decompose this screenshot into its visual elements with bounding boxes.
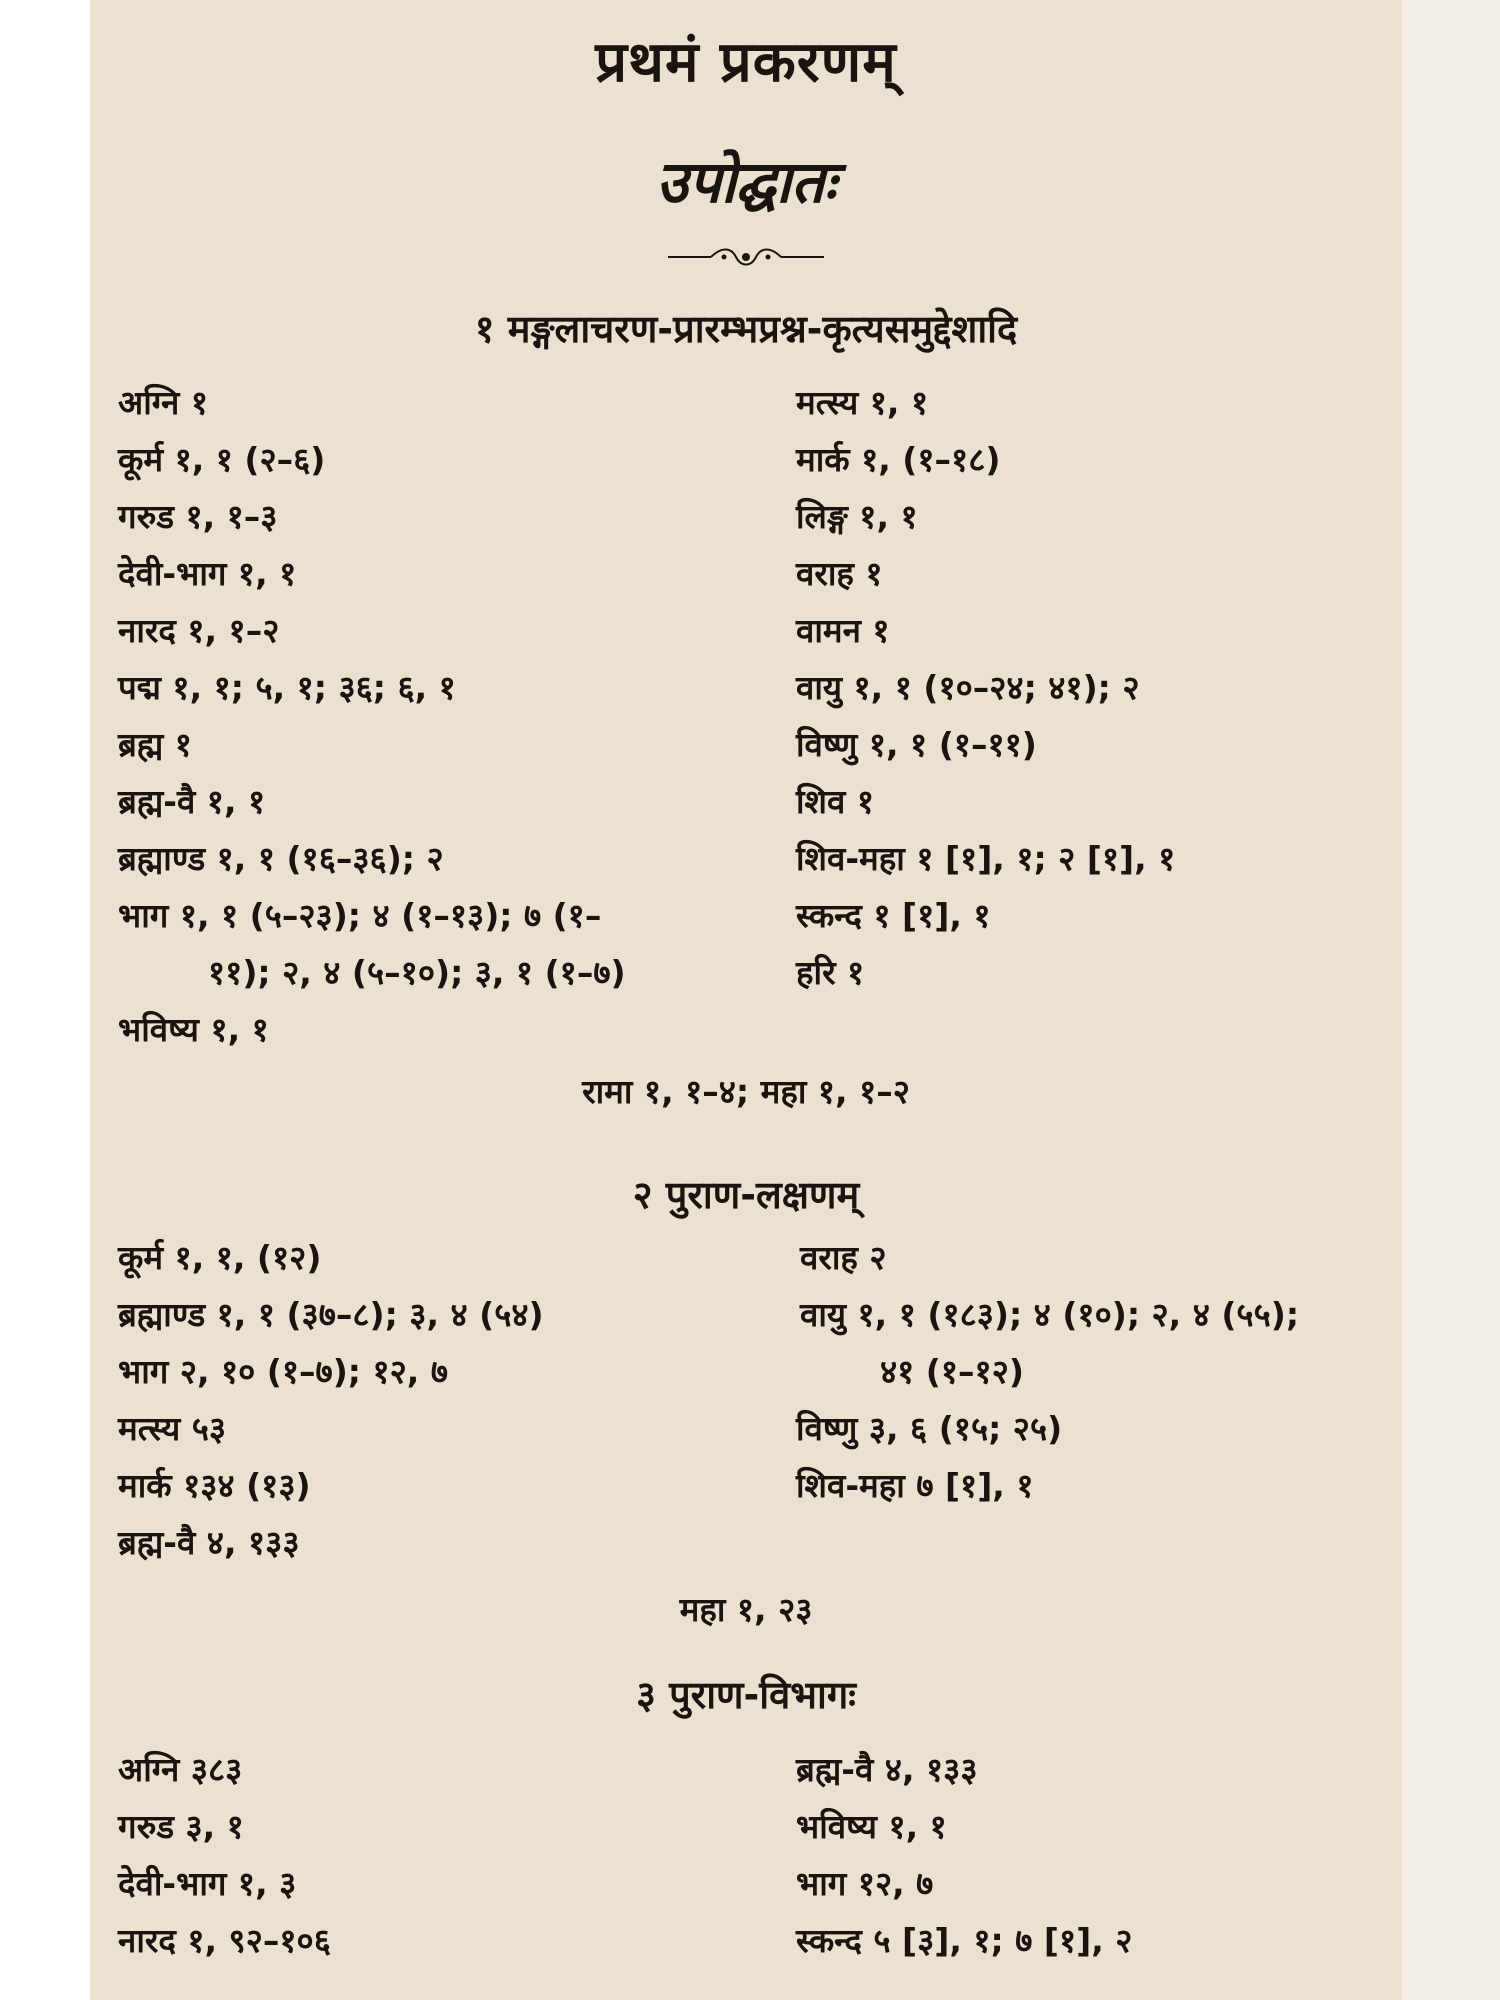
section-1-left-entry-continued: ११); २, ४ (५–१०); ३, १ (१–७) [208,953,626,992]
section-1-footer-line: रामा १, १–४; महा १, १–२ [582,1072,910,1111]
section-2-left-entry: ब्रह्म-वै ४, १३३ [118,1523,300,1562]
section-1-left-entry: ब्रह्म-वै १, १ [118,782,266,821]
section-1-left-entry: पद्म १, १; ५, १; ३६; ६, १ [118,668,456,707]
section-2-right-entry-continued: ४१ (१–१२) [880,1352,1024,1391]
section-2-right-entry: शिव-महा ७ [१], १ [796,1466,1034,1505]
section-2-left-entry: भाग २, १० (१–७); १२, ७ [118,1352,448,1391]
section-3-right-entry: ब्रह्म-वै ४, १३३ [796,1750,978,1789]
section-1-left-entry: ब्रह्माण्ड १, १ (१६–३६); २ [118,839,444,878]
section-2-footer-line: महा १, २३ [679,1590,813,1629]
section-1-right-entry: वामन १ [796,611,890,650]
section-1-left-entry: नारद १, १–२ [118,611,280,650]
ornament-divider [90,242,1402,282]
section-1-right-entry: मत्स्य १, १ [796,383,929,422]
section-1-left-entry: भविष्य १, १ [118,1010,269,1049]
section-3-left-entry: देवी-भाग १, ३ [118,1864,297,1903]
section-1-right-entry: लिङ्ग १, १ [796,497,918,536]
section-2-right-entry: वराह २ [800,1238,887,1277]
section-2-left-entry: ब्रह्माण्ड १, १ (३७–८); ३, ४ (५४) [118,1295,544,1334]
section-1-right-entry: शिव १ [796,782,874,821]
page-margin [1402,0,1500,2000]
book-page [90,0,1402,2000]
section-1-right-entry: वराह १ [796,554,883,593]
section-3-right-entry: भविष्य १, १ [796,1807,947,1846]
section-1-right-entry: मार्क १, (१–१८) [796,440,1001,479]
section-2-left-entry: मत्स्य ५३ [118,1409,227,1448]
section-1-left-entry: भाग १, १ (५–२३); ४ (१–१३); ७ (१– [118,896,602,935]
section-2-right-entry: विष्णु ३, ६ (१५; २५) [796,1409,1063,1448]
section-1-left-entry: गरुड १, १–३ [118,497,278,536]
section-1-right-entry: वायु १, १ (१०–२४; ४१); २ [796,668,1140,707]
section-2-right-entry: वायु १, १ (१८३); ४ (१०); २, ४ (५५); [800,1295,1300,1334]
section-1-left-entry: देवी-भाग १, १ [118,554,297,593]
section-3-right-entry: स्कन्द ५ [३], १; ७ [१], २ [796,1921,1133,1960]
section-3-right-entry: भाग १२, ७ [796,1864,934,1903]
chapter-title: प्रथमं प्रकरणम् [595,30,897,95]
section-2-left-entry: कूर्म १, १, (१२) [118,1238,322,1277]
section-1-left-entry: कूर्म १, १ (२–६) [118,440,326,479]
section-2-heading: २ पुराण-लक्षणम् [632,1173,860,1217]
section-1-right-entry: स्कन्द १ [१], १ [796,896,991,935]
section-1-left-entry: ब्रह्म १ [118,725,192,764]
section-1-heading: १ मङ्गलाचरण-प्रारम्भप्रश्न-कृत्यसमुद्देशादि [474,307,1018,351]
chapter-subtitle: उपोद्घातः [656,148,836,216]
section-3-left-entry: अग्नि ३८३ [118,1750,243,1789]
section-3-heading: ३ पुराण-विभागः [636,1673,856,1717]
section-2-left-entry: मार्क १३४ (१३) [118,1466,311,1505]
section-1-left-entry: अग्नि १ [118,383,208,422]
section-1-right-entry: विष्णु १, १ (१–११) [796,725,1037,764]
section-1-right-entry: हरि १ [796,953,865,992]
section-3-left-entry: नारद १, ९२–१०६ [118,1921,331,1960]
section-1-right-entry: शिव-महा १ [१], १; २ [१], १ [796,839,1176,878]
section-3-left-entry: गरुड ३, १ [118,1807,244,1846]
